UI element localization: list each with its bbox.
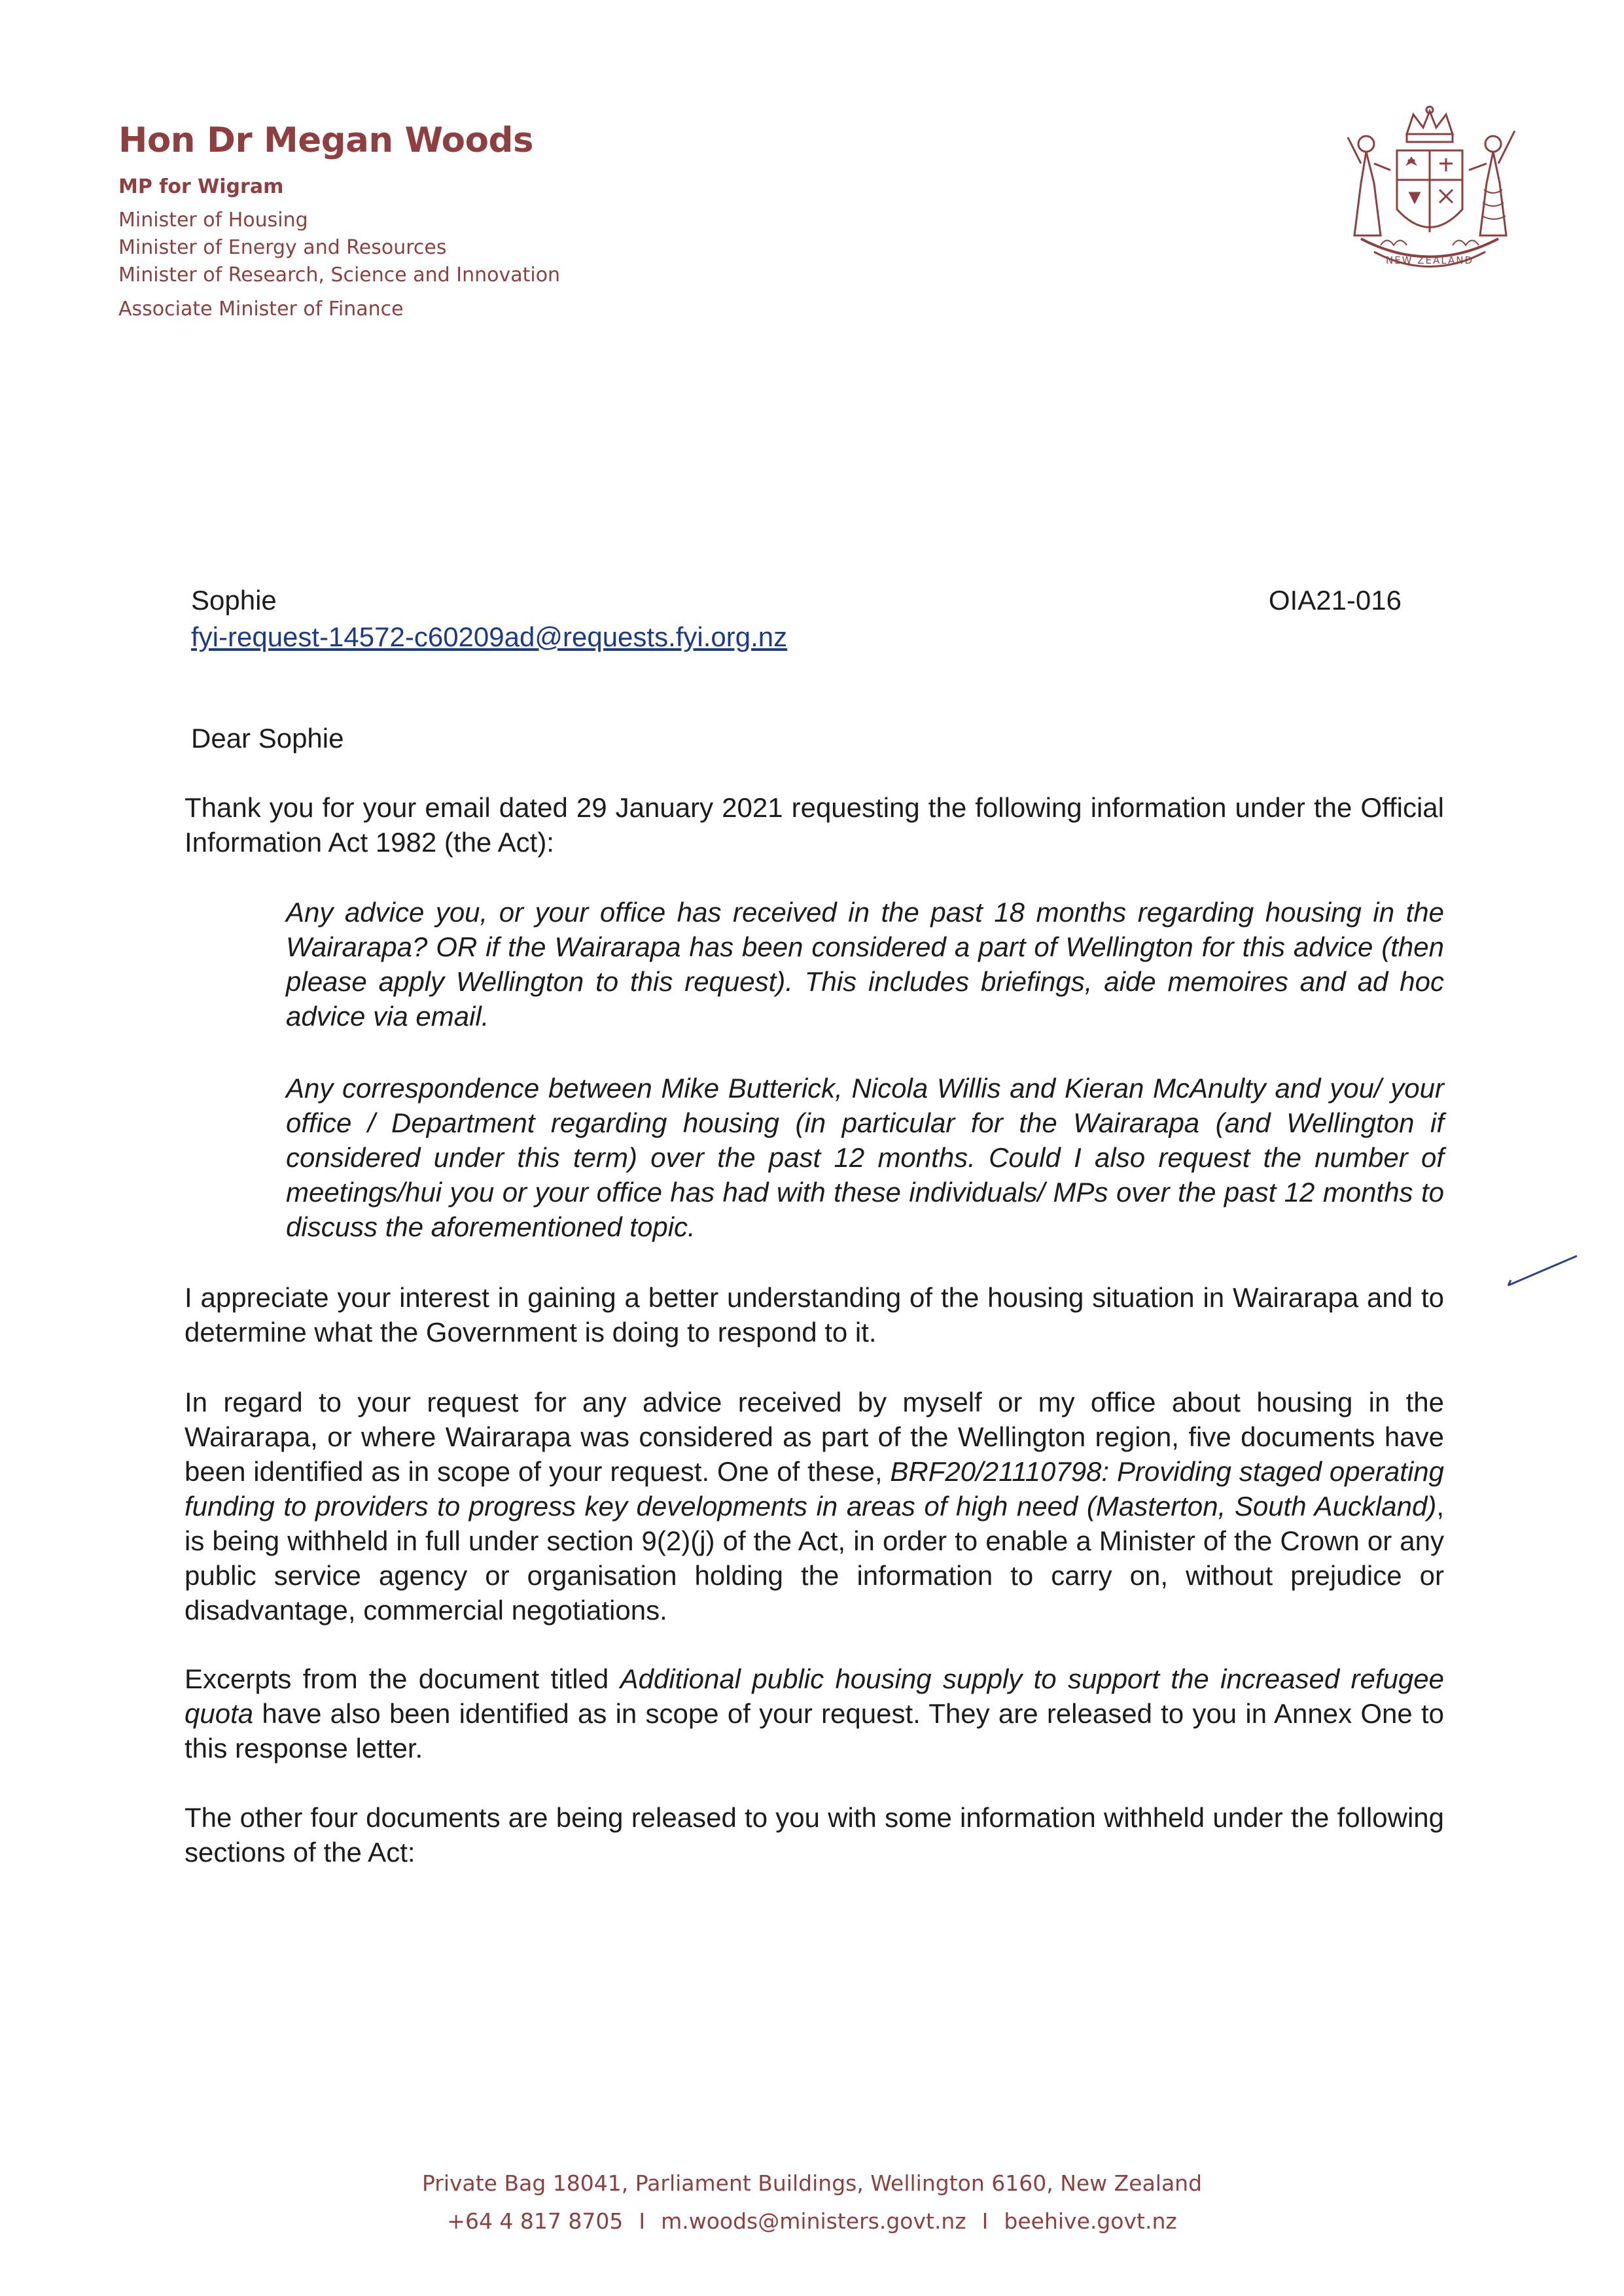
- role-energy: Minister of Energy and Resources: [118, 236, 447, 259]
- advice-scope-text-a: In regard to your request for any advice received by myself or my office about housing in the Wairarapa, or where Wairarapa was considered as part of the Wellington region, five documents have been identified as in scope of your request. One of these,: [185, 1387, 1444, 1487]
- footer-website-link[interactable]: beehive.govt.nz: [1004, 2208, 1177, 2234]
- excerpts-text-a: Excerpts from the document titled: [185, 1663, 620, 1694]
- paragraph-other-documents: The other four documents are being released to you with some information withheld under the following sections of the Act:: [185, 1802, 1444, 1868]
- addressee-block: [191, 582, 787, 655]
- addressee-email-link[interactable]: fyi-request-14572-c60209ad@requests.fyi.org.nz: [191, 621, 788, 652]
- quoted-request-2: Any correspondence between Mike Butterick, Nicola Willis and Kieran McAnulty and you/ your office / Department regarding housing (in particular for the Wairarapa (and Wellington if considered under this term) over the past 12 months. Could I also request the number of meetings/hui you or your office has had with these individuals/ MPs over the past 12 months to discuss the aforementioned topic.: [286, 1073, 1444, 1242]
- role-research: Minister of Research, Science and Innovation: [118, 264, 561, 287]
- advice-scope-text-b: , is being withheld in full under section 9(2)(j) of the Act, in order to enable a Minister of the Crown or any public service agency or organisation holding the information to carry on, without prejudice or disadvantage, commercial negotiations.: [185, 1491, 1444, 1626]
- addressee-name: Sophie: [191, 585, 277, 616]
- footer-contact: [0, 2208, 1624, 2234]
- footer-separator: I: [981, 2208, 989, 2234]
- footer-separator: I: [639, 2208, 646, 2234]
- role-associate-finance: Associate Minister of Finance: [118, 298, 404, 321]
- footer-address: Private Bag 18041, Parliament Buildings, Wellington 6160, New Zealand: [421, 2170, 1203, 2196]
- refugee-document-title: Additional public housing supply to support the increased refugee quota: [185, 1663, 1444, 1729]
- paragraph-appreciate: I appreciate your interest in gaining a better understanding of the housing situation in Wairarapa and to determine what the Government is doing to respond to it.: [185, 1282, 1444, 1348]
- footer-phone: +64 4 817 8705: [447, 2208, 624, 2234]
- paragraph-excerpts: [185, 1661, 1444, 1765]
- role-housing: Minister of Housing: [118, 209, 308, 232]
- quoted-request-1: Any advice you, or your office has received in the past 18 months regarding housing in the Wairarapa? OR if the Wairarapa has been considered a part of Wellington for this advice (then please apply Wellington to this request). This includes briefings, aide memoires and ad hoc advice via email.: [286, 897, 1444, 1032]
- letterhead: [118, 118, 560, 323]
- pen-mark-icon: [1505, 1253, 1583, 1292]
- footer-email-link[interactable]: m.woods@ministers.govt.nz: [661, 2208, 966, 2234]
- electorate: MP for Wigram: [118, 175, 284, 198]
- new-zealand-coat-of-arms-icon: [1335, 105, 1525, 281]
- crest-label: NEW ZEALAND: [1385, 254, 1474, 266]
- paragraph-intro: Thank you for your email dated 29 January 2021 requesting the following information under the Official Information Act 1982 (the Act):: [185, 792, 1444, 858]
- minister-name: Hon Dr Megan Woods: [118, 120, 533, 160]
- reference-number: OIA21-016: [1268, 585, 1402, 616]
- withheld-document-title: BRF20/21110798: Providing staged operating funding to providers to progress key developments in areas of high need (Masterton, South Auckland): [185, 1456, 1444, 1522]
- paragraph-advice-scope: [185, 1385, 1444, 1627]
- salutation: Dear Sophie: [191, 723, 344, 754]
- excerpts-text-b: have also been identified as in scope of your request. They are released to you in Annex One to this response letter.: [185, 1698, 1444, 1764]
